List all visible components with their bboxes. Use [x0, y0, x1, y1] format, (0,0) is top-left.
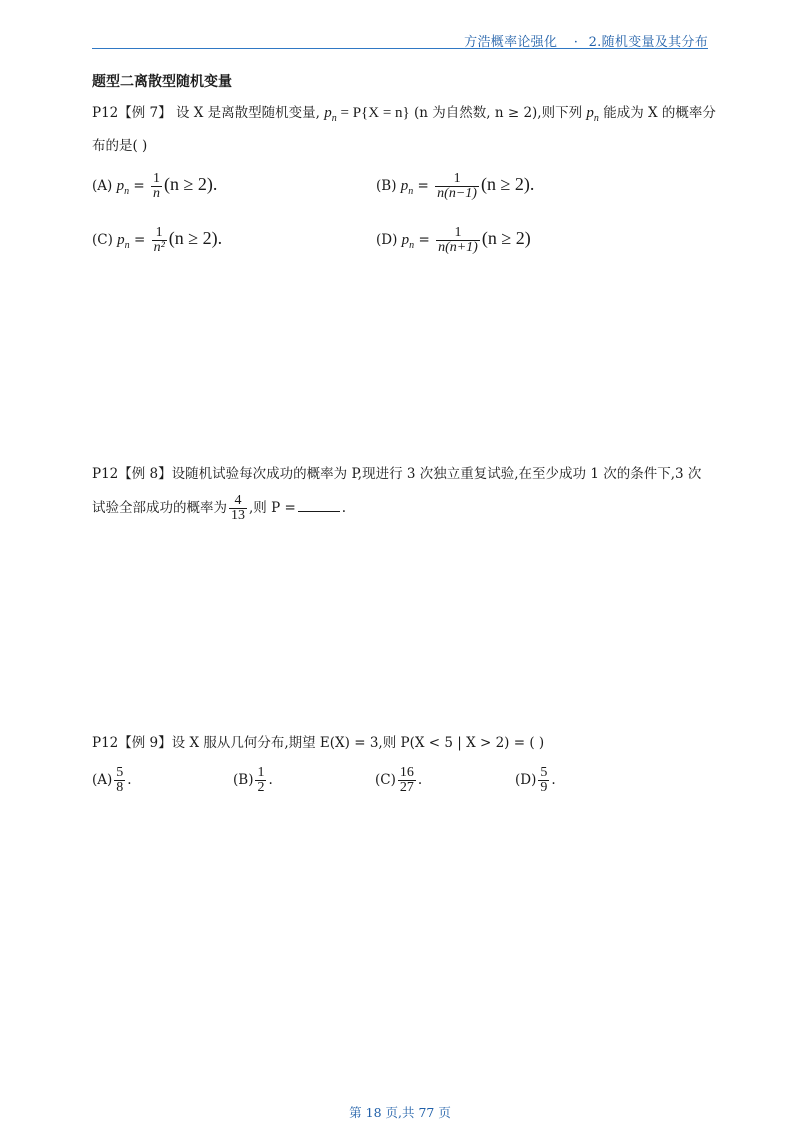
option-fraction: $\frac{5}{9}$ [540, 765, 548, 795]
ex9-option-a[interactable]: (A) $\frac{5}{8}$ . [92, 765, 132, 795]
ex8-end: . [341, 500, 347, 516]
ex7-intro: 设 X 是离散型随机变量, [175, 105, 320, 121]
ex8-fraction: $\frac{4}{13}$ [231, 493, 245, 523]
ex7-def-eq: = P{X = n} [336, 105, 410, 121]
ex7-condition: (n 为自然数, n ≥ 2),则下列 [414, 105, 583, 121]
option-condition: (n ≥ 2) [481, 228, 531, 248]
option-condition: (n ≥ 2). [480, 174, 535, 194]
ex7-option-d[interactable]: (D) $p_n$ = $\frac{1}{n(n+1)}$ (n ≥ 2) [376, 225, 531, 255]
ex7-question-line1: P12【例 7】 设 X 是离散型随机变量, $p_n = P\{X = n\}$ (n 为自然数, n ≥ 2),则下列 $p_n$ 能成为 X 的概率分 [92, 105, 716, 124]
header-separator: · [573, 35, 579, 50]
header-book-title: 方浩概率论强化 [464, 35, 558, 50]
ex9-option-b[interactable]: (B) $\frac{1}{2}$ . [233, 765, 273, 795]
option-condition: (n ≥ 2). [168, 228, 223, 248]
ex8-answer-blank[interactable] [298, 511, 340, 512]
ex8-question-line2 [92, 494, 346, 523]
ex7-option-b[interactable]: (B) $p_n$ = $\frac{1}{n(n-1)}$ (n ≥ 2). [376, 171, 535, 201]
option-fraction: $\frac{1}{n(n+1)}$ [438, 225, 478, 255]
ex7-then: 能成为 X 的概率分 [603, 105, 716, 121]
ex8-text: 设随机试验每次成功的概率为 P,现进行 3 次独立重复试验,在至少成功 1 次的条件下,3 次 [171, 466, 702, 482]
ex8-question-line1 [92, 464, 701, 484]
ex7-tag: P12【例 7】 [92, 105, 172, 121]
option-fraction: $\frac{1}{n}$ [153, 171, 160, 201]
option-label: (B) [233, 772, 254, 788]
option-label: (B) [376, 178, 397, 194]
option-fraction: $\frac{1}{2}$ [257, 765, 265, 795]
option-fraction: $\frac{1}{n(n-1)}$ [437, 171, 477, 201]
header-rule [92, 48, 708, 49]
option-label: (A) [92, 772, 113, 788]
option-condition: (n ≥ 2). [164, 174, 218, 194]
option-fraction: $\frac{5}{8}$ [116, 765, 124, 795]
option-label: (D) [515, 772, 537, 788]
ex9-option-c[interactable]: (C) $\frac{16}{27}$ . [375, 765, 423, 795]
ex8-line2-post: ,则 P = [249, 500, 296, 516]
page-footer: 第 18 页,共 77 页 [349, 1105, 451, 1120]
ex8-tag: P12【例 8】 [92, 466, 172, 482]
header-chapter-title: 2.随机变量及其分布 [588, 35, 708, 50]
ex7-pn-symbol: $p_n$ [586, 105, 599, 124]
ex9-question [92, 733, 544, 753]
section-title: 题型二离散型随机变量 [92, 74, 232, 90]
ex7-option-a[interactable]: (A) $p_n$ = $\frac{1}{n}$ (n ≥ 2). [92, 171, 218, 201]
ex7-def-lhs: p [324, 105, 332, 121]
ex8-line2-pre: 试验全部成功的概率为 [92, 500, 227, 516]
option-fraction: $\frac{1}{\text{n²}}$ [153, 225, 165, 255]
ex9-text: 设 X 服从几何分布,期望 E(X) = 3,则 P(X < 5 | X > 2) = ( ) [171, 735, 545, 751]
ex7-question-line2: 布的是( ) [92, 138, 148, 154]
ex7-option-c[interactable]: (C) $p_n$ = $\frac{1}{\text{n²}}$ (n ≥ 2). [92, 225, 223, 255]
option-label: (D) [376, 232, 398, 248]
ex9-option-d[interactable]: (D) $\frac{5}{9}$ . [515, 765, 556, 795]
option-label: (C) [375, 772, 396, 788]
option-fraction: $\frac{16}{27}$ [399, 765, 414, 795]
option-label: (C) [92, 232, 113, 248]
ex9-tag: P12【例 9】 [92, 735, 172, 751]
option-label: (A) [92, 178, 113, 194]
